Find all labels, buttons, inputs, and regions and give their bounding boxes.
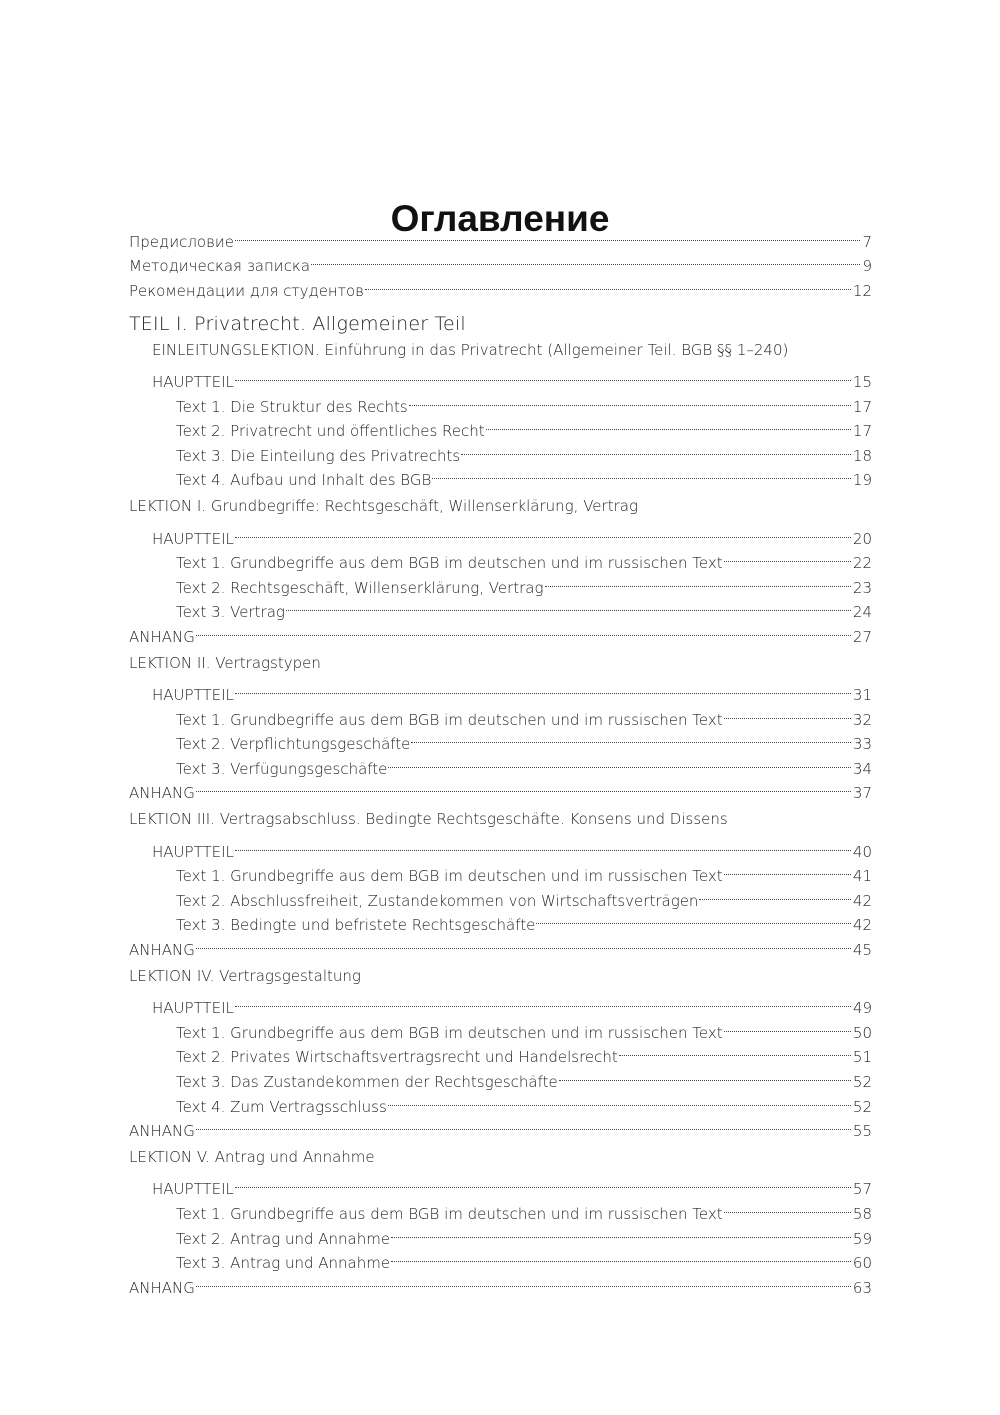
toc-entry-text[interactable] [129,387,872,416]
toc-entry-label: ANHANG [129,784,195,803]
toc-page-number: 41 [852,867,872,886]
dot-leader [196,774,851,799]
toc-entry-label: Методическая записка [129,257,311,276]
toc-entry-anhang[interactable] [129,930,872,960]
dot-leader [196,617,851,642]
toc-entry-anhang[interactable] [129,774,872,803]
dot-leader [235,362,851,387]
toc-entry-label: Text 1. Grundbegriffe aus dem BGB im deutschen und im russischen Text [176,867,723,886]
toc-entry-text[interactable] [129,1194,872,1223]
dot-leader [365,271,851,296]
toc-page-number: 50 [852,1023,872,1042]
toc-page-number: 45 [852,941,872,960]
lesson-heading[interactable]: LEKTION I. Grundbegriffe: Rechtsgeschäft, Willenserklärung, Vertrag [129,497,638,516]
dot-leader [235,989,851,1014]
toc-page-number: 15 [852,372,872,391]
dot-leader [388,1087,851,1112]
dot-leader [461,436,851,461]
toc-entry-label: Text 3. Das Zustandekommen der Rechtsgeschäfte [176,1073,558,1091]
intro-lesson-heading[interactable]: EINLEITUNGSLEKTION. Einführung in das Privatrecht (Allgemeiner Teil. BGB §§ 1–240) [152,340,789,359]
dot-leader [699,881,850,906]
toc-entry-hauptteil[interactable] [129,832,872,861]
toc-entry-anhang[interactable] [129,1268,872,1297]
toc-entry-label: Text 2. Privatrecht und öffentliches Recht [176,422,485,441]
toc-entry-anhang[interactable] [129,1112,872,1141]
toc-entry-label: ANHANG [129,1278,195,1297]
toc-entry-label: Text 3. Bedingte und befristete Rechtsgeschäfte [176,916,536,935]
dot-leader [391,1219,851,1244]
toc-entry-methodical-note[interactable] [129,247,872,276]
toc-page-number: 52 [852,1097,872,1116]
dot-leader [235,832,851,857]
toc-page-number: 63 [852,1278,872,1297]
toc-entry-label: Text 1. Grundbegriffe aus dem BGB im deutschen und im russischen Text [176,710,723,729]
toc-entry-anhang[interactable] [129,617,872,646]
dot-leader [724,857,851,882]
dot-leader [235,222,860,247]
toc-page-number: 42 [852,891,872,910]
dot-leader [724,544,851,569]
toc-entry-label: ANHANG [129,1122,195,1141]
toc-page-number: 17 [852,397,872,416]
toc-page-number: 55 [852,1122,872,1141]
toc-entry-label: Text 3. Die Einteilung des Privatrechts [176,446,461,465]
page-title: Оглавление [390,197,610,239]
toc-entry-label: HAUPTTEIL [152,1180,234,1199]
toc-page-number: 33 [852,735,872,754]
toc-page-number: 19 [852,471,872,490]
toc-entry-label: Text 1. Grundbegriffe aus dem BGB im deutschen und im russischen Text [176,1204,723,1223]
toc-entry-label: HAUPTTEIL [152,686,234,705]
toc-page-number: 59 [852,1229,872,1248]
dot-leader [411,725,851,750]
toc-page-number: 60 [852,1254,872,1273]
toc-page-number: 32 [852,710,872,729]
toc-page-number: 37 [852,784,872,803]
toc-entry-label: Text 2. Abschlussfreiheit, Zustandekommen von Wirtschaftsverträgen [176,891,699,910]
toc-entry-hauptteil[interactable] [129,1170,872,1199]
toc-page-number: 34 [852,759,872,778]
dot-leader [391,1244,851,1269]
lesson-heading[interactable]: LEKTION V. Antrag und Annahme [129,1148,375,1167]
toc-entry-label: Text 1. Grundbegriffe aus dem BGB im deutschen und im russischen Text [176,1023,723,1042]
toc-page-number: 9 [862,257,872,276]
dot-leader [486,412,851,437]
toc-page-number: 49 [852,999,872,1018]
dot-leader [196,930,851,955]
toc-page-number: 58 [852,1204,872,1223]
toc-entry-text[interactable] [129,1013,872,1042]
toc-entry-label: HAUPTTEIL [152,999,234,1018]
toc-page-number: 27 [852,627,872,646]
dot-leader [235,1170,851,1195]
dot-leader [409,387,851,412]
toc-page-number: 17 [852,422,872,441]
dot-leader [536,906,851,931]
toc-entry-preface[interactable] [129,222,872,251]
toc-entry-hauptteil[interactable] [129,519,872,548]
toc-entry-label: Text 4. Aufbau und Inhalt des BGB [176,471,432,490]
toc-page-number: 23 [852,578,872,597]
toc-entry-text[interactable] [129,544,872,573]
toc-entry-label: Text 1. Die Struktur des Rechts [176,397,408,416]
dot-leader [311,247,860,272]
toc-page-number: 31 [852,686,872,705]
dot-leader [545,568,851,593]
toc-entry-label: Рекомендации для студентов [129,281,364,300]
toc-entry-label: Text 2. Antrag und Annahme [176,1229,391,1248]
toc-entry-label: HAUPTTEIL [152,842,234,861]
toc-page-number: 7 [862,232,872,251]
dot-leader [619,1038,851,1063]
toc-entry-label: Text 4. Zum Vertragsschluss [176,1097,387,1116]
toc-entry-label: Text 2. Rechtsgeschäft, Willenserklärung, Vertrag [176,578,544,597]
dot-leader [559,1062,851,1087]
toc-entry-label: Text 3. Verfügungsgeschäfte [176,759,388,778]
toc-entry-hauptteil[interactable] [129,989,872,1018]
toc-page-number: 51 [852,1048,872,1067]
toc-entry-label: Предисловие [129,232,234,251]
lesson-heading[interactable]: LEKTION II. Vertragstypen [129,653,321,672]
toc-page-number: 12 [852,281,872,300]
table-of-contents [129,222,872,1297]
toc-entry-label: ANHANG [129,627,195,646]
lesson-heading[interactable]: LEKTION III. Vertragsabschluss. Bedingte Rechtsgeschäfte. Konsens und Dissens [129,810,728,829]
dot-leader [724,1194,851,1219]
dot-leader [388,749,850,774]
toc-entry-label: Text 3. Vertrag [176,603,285,622]
toc-page-number: 18 [852,446,872,465]
toc-page-number: 57 [852,1180,872,1199]
toc-entry-text[interactable] [129,857,872,886]
dot-leader [724,1013,851,1038]
toc-entry-label: Text 2. Verpflichtungsgeschäfte [176,735,411,754]
dot-leader [724,700,851,725]
toc-page-number: 20 [852,529,872,548]
dot-leader [196,1112,851,1137]
part-title: TEIL I. Privatrecht. Allgemeiner Teil [129,312,466,335]
dot-leader [432,461,851,486]
dot-leader [235,676,851,701]
toc-entry-label: Text 1. Grundbegriffe aus dem BGB im deutschen und im russischen Text [176,554,723,573]
toc-entry-label: ANHANG [129,941,195,960]
toc-entry-text[interactable] [129,700,872,729]
toc-entry-label: Text 2. Privates Wirtschaftsvertragsrecht und Handelsrecht [176,1048,618,1067]
dot-leader [286,593,851,618]
toc-entry-hauptteil[interactable] [129,676,872,705]
toc-page-number: 42 [852,916,872,935]
lesson-heading[interactable]: LEKTION IV. Vertragsgestaltung [129,967,361,986]
toc-entry-hauptteil[interactable] [129,362,872,391]
toc-page-number: 22 [852,554,872,573]
toc-entry-label: Text 3. Antrag und Annahme [176,1254,391,1273]
toc-page-number: 40 [852,842,872,861]
toc-page-number: 52 [852,1073,872,1091]
toc-page-number: 24 [852,603,872,622]
dot-leader [235,519,851,544]
toc-entry-label: HAUPTTEIL [152,372,234,391]
toc-entry-label: HAUPTTEIL [152,529,234,548]
dot-leader [196,1268,851,1293]
